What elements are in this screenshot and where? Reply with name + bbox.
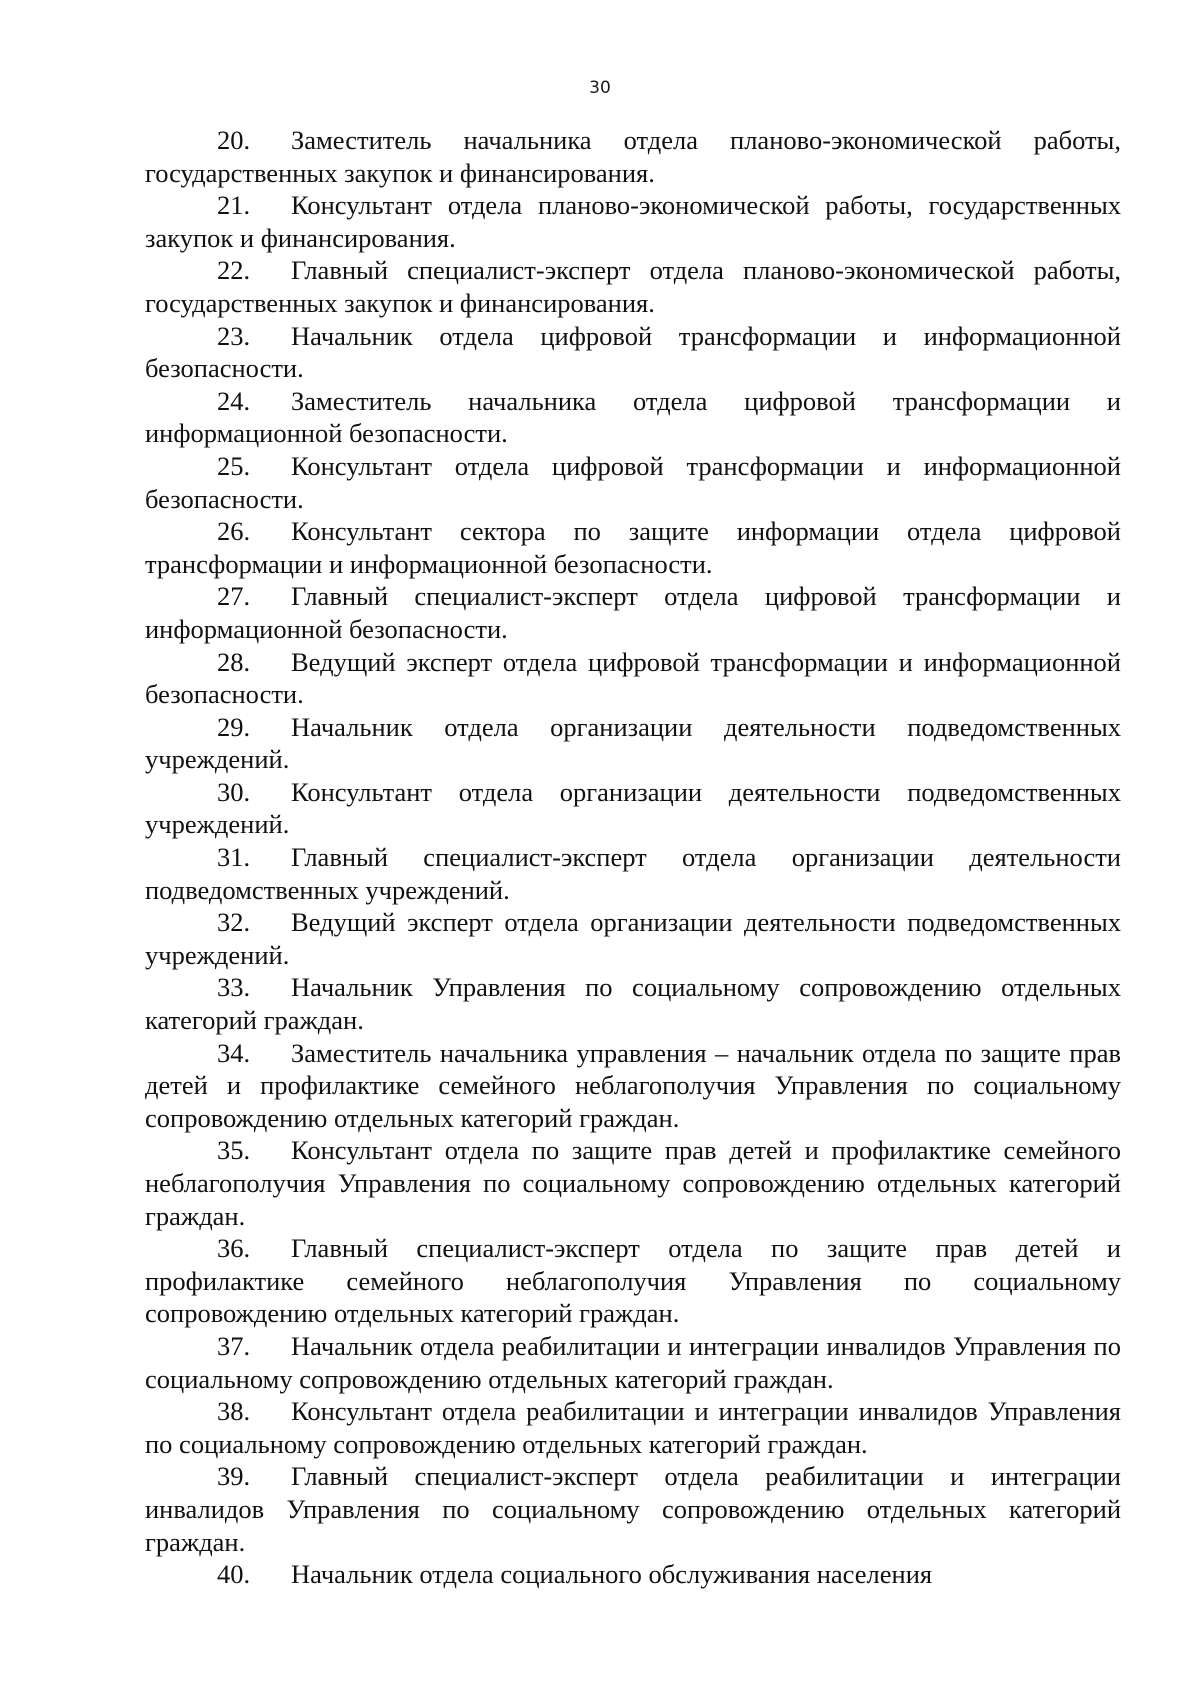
list-item <box>145 1395 1121 1460</box>
item-number: 27. <box>217 581 251 612</box>
list-item <box>145 776 1121 841</box>
list-item <box>145 1037 1121 1135</box>
list-item <box>145 711 1121 776</box>
list-item <box>145 1460 1121 1558</box>
item-number: 28. <box>217 646 251 677</box>
list-item <box>145 385 1121 450</box>
item-text: Консультант отдела организации деятельности подведомственных учреждений. <box>145 776 1121 840</box>
item-text: Консультант отдела планово-экономической работы, государственных закупок и финансирования. <box>145 190 1121 253</box>
list-item <box>145 189 1121 254</box>
list-item <box>145 1558 1121 1591</box>
item-text: Начальник отдела реабилитации и интеграции инвалидов Управления по социальному сопровождению отдельных категорий граждан. <box>145 1330 1121 1394</box>
item-text: Начальник Управления по социальному сопровождению отдельных категорий граждан. <box>145 972 1121 1036</box>
item-text: Начальник отдела социального обслуживания населения <box>291 1559 933 1590</box>
list-item <box>145 515 1121 580</box>
item-text: Главный специалист-эксперт отдела реабилитации и интеграции инвалидов Управления по социальному сопровождению отдельных категорий граждан. <box>145 1461 1121 1557</box>
list-item <box>145 1232 1121 1330</box>
item-text: Главный специалист-эксперт отдела планово-экономической работы, государственных закупок и финансирования. <box>145 255 1121 318</box>
item-number: 26. <box>217 516 251 547</box>
list-item <box>145 1330 1121 1395</box>
list-item <box>145 124 1121 189</box>
item-number: 22. <box>217 255 251 286</box>
page-number: 30 <box>589 78 611 98</box>
item-text: Начальник отдела цифровой трансформации и информационной безопасности. <box>145 320 1121 384</box>
item-text: Начальник отдела организации деятельности подведомственных учреждений. <box>145 711 1121 775</box>
list-item <box>145 841 1121 906</box>
item-number: 36. <box>217 1233 251 1264</box>
list-item <box>145 971 1121 1036</box>
item-number: 31. <box>217 842 251 873</box>
item-number: 29. <box>217 711 251 742</box>
item-text: Заместитель начальника отдела цифровой трансформации и информационной безопасности. <box>145 385 1121 449</box>
item-text: Ведущий эксперт отдела цифровой трансформации и информационной безопасности. <box>145 646 1121 710</box>
list-item <box>145 646 1121 711</box>
item-number: 33. <box>217 972 251 1003</box>
list-item <box>145 254 1121 319</box>
list-item <box>145 906 1121 971</box>
list-item <box>145 450 1121 515</box>
item-number: 20. <box>217 125 251 155</box>
item-number: 38. <box>217 1396 251 1427</box>
item-text: Главный специалист-эксперт отдела организации деятельности подведомственных учреждений. <box>145 842 1121 905</box>
item-text: Заместитель начальника управления – начальник отдела по защите прав детей и профилактике семейного неблагополучия Управления по социальному сопровождению отдельных категорий граждан. <box>145 1037 1121 1133</box>
item-text: Заместитель начальника отдела планово-экономической работы, государственных закупок и финансирования. <box>145 125 1121 188</box>
item-number: 30. <box>217 776 251 807</box>
item-number: 32. <box>217 907 251 938</box>
item-text: Главный специалист-эксперт отдела по защите прав детей и профилактике семейного неблагополучия Управления по социальному сопровождению отдельных категорий граждан. <box>145 1233 1121 1329</box>
item-text: Консультант сектора по защите информации отдела цифровой трансформации и информационной безопасности. <box>145 516 1121 579</box>
list-item <box>145 1134 1121 1232</box>
item-text: Консультант отдела по защите прав детей и профилактике семейного неблагополучия Управления по социальному сопровождению отдельных категорий граждан. <box>145 1135 1121 1231</box>
item-number: 34. <box>217 1037 251 1068</box>
item-text: Консультант отдела цифровой трансформации и информационной безопасности. <box>145 450 1121 514</box>
item-number: 39. <box>217 1461 251 1492</box>
item-text: Консультант отдела реабилитации и интеграции инвалидов Управления по социальному сопровождению отдельных категорий граждан. <box>145 1396 1121 1459</box>
item-text: Ведущий эксперт отдела организации деятельности подведомственных учреждений. <box>145 907 1121 970</box>
item-number: 25. <box>217 450 251 481</box>
item-text: Главный специалист-эксперт отдела цифровой трансформации и информационной безопасности. <box>145 581 1121 644</box>
item-number: 35. <box>217 1135 251 1166</box>
item-number: 21. <box>217 190 251 221</box>
item-number: 37. <box>217 1330 251 1361</box>
item-number: 40. <box>217 1559 251 1590</box>
position-list <box>145 124 1121 1591</box>
item-number: 23. <box>217 320 251 351</box>
item-number: 24. <box>217 385 251 416</box>
list-item <box>145 320 1121 385</box>
list-item <box>145 580 1121 645</box>
